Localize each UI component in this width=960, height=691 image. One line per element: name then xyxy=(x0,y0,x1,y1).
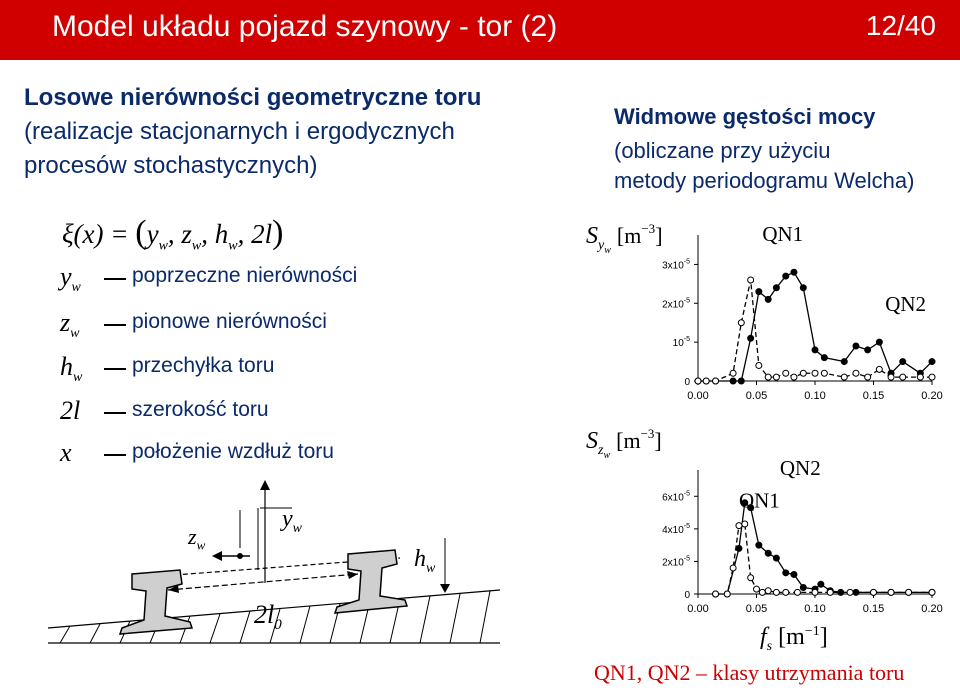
definition-dash xyxy=(104,412,126,414)
series-annotation: QN1 xyxy=(762,222,804,247)
data-point-open xyxy=(865,374,871,380)
x-tick-label: 0.00 xyxy=(687,390,709,402)
data-point-open xyxy=(812,370,818,376)
series-annotation: QN2 xyxy=(885,292,927,317)
formula-rhs: ($y_w$, $z_w$, $h_w$, 2l) xyxy=(135,214,284,254)
data-point-open xyxy=(827,589,833,595)
data-point-filled xyxy=(783,273,789,279)
y-tick-label: $10^{-5}$ xyxy=(672,336,690,350)
data-point-open xyxy=(765,374,771,380)
data-point-open xyxy=(703,378,709,384)
x-tick-label: 0.20 xyxy=(921,603,943,615)
data-point-open xyxy=(759,589,765,595)
left-heading-line2: (realizacje stacjonarnych i ergodycznych xyxy=(24,118,455,145)
data-point-open xyxy=(841,374,847,380)
left-heading: Losowe nierówności geometryczne toru xyxy=(24,84,482,111)
definition-symbol: $h_w$ xyxy=(60,352,83,386)
right-heading-line3: metody periodogramu Welcha) xyxy=(614,168,915,193)
data-point-filled xyxy=(800,584,806,590)
x-axis-label: $f_s$ $[m^{-1}]$ xyxy=(760,624,828,654)
data-point-filled xyxy=(821,355,827,361)
data-point-filled xyxy=(738,378,744,384)
definition-text: szerokość toru xyxy=(132,398,269,421)
definition-row xyxy=(22,308,382,342)
data-point-filled xyxy=(765,550,771,556)
x-tick-label: 0.20 xyxy=(921,390,943,402)
definition-dash xyxy=(104,324,126,326)
definition-row xyxy=(22,262,382,296)
chart-sz xyxy=(580,418,960,623)
data-point-open xyxy=(888,374,894,380)
gauge-label: $2l_0$ xyxy=(254,600,282,634)
data-point-filled xyxy=(756,289,762,295)
left-heading-line3: procesów stochastycznych) xyxy=(24,152,318,179)
data-point-open xyxy=(929,589,935,595)
data-point-open xyxy=(765,588,771,594)
x-tick-label: 0.05 xyxy=(745,603,768,615)
formula xyxy=(62,214,283,254)
definition-text: położenie wzdłuż toru xyxy=(132,440,334,463)
data-point-open xyxy=(773,589,779,595)
definition-dash xyxy=(104,368,126,370)
data-point-open xyxy=(900,374,906,380)
definition-dash xyxy=(104,278,126,280)
data-point-open xyxy=(754,586,760,592)
data-point-filled xyxy=(773,555,779,561)
data-point-open xyxy=(695,378,701,384)
data-point-open xyxy=(876,366,882,372)
y-axis-label: $S_yw[m^{-3}]$ xyxy=(586,221,663,256)
data-point-open xyxy=(794,589,800,595)
rail-diagram xyxy=(40,478,510,691)
definition-row xyxy=(22,438,382,472)
x-tick-label: 0.00 xyxy=(687,603,709,615)
x-tick-label: 0.05 xyxy=(745,390,768,402)
data-point-filled xyxy=(900,359,906,365)
definition-text: poprzeczne nierówności xyxy=(132,264,358,287)
series-line-solid xyxy=(698,272,932,381)
data-point-open xyxy=(756,362,762,368)
left-rail xyxy=(120,570,192,634)
y-tick-label: $3x10^{-5}$ xyxy=(662,258,690,272)
definition-symbol: $z_w$ xyxy=(60,308,80,342)
x-tick-label: 0.15 xyxy=(862,390,885,402)
data-point-filled xyxy=(736,545,742,551)
formula-lhs: ξ(x) = xyxy=(62,219,129,249)
chart-sy xyxy=(580,205,960,410)
data-point-filled xyxy=(818,581,824,587)
definition-row xyxy=(22,396,382,430)
data-point-filled xyxy=(800,285,806,291)
data-point-open xyxy=(871,589,877,595)
data-point-open xyxy=(738,320,744,326)
data-point-open xyxy=(730,370,736,376)
data-point-open xyxy=(713,591,719,597)
data-point-open xyxy=(853,370,859,376)
y-tick-label: 0 xyxy=(684,377,690,388)
series-line-solid xyxy=(716,503,932,594)
data-point-filled xyxy=(812,347,818,353)
x-tick-label: 0.10 xyxy=(804,603,826,615)
data-point-open xyxy=(748,277,754,283)
data-point-filled xyxy=(791,571,797,577)
data-point-filled xyxy=(865,347,871,353)
data-point-open xyxy=(917,374,923,380)
x-tick-label: 0.15 xyxy=(862,603,885,615)
x-tick-label: 0.10 xyxy=(804,390,826,402)
yw-label: $y_w$ xyxy=(282,506,302,536)
data-point-filled xyxy=(841,359,847,365)
title-bar xyxy=(0,0,960,60)
right-rail xyxy=(335,550,407,613)
data-point-filled xyxy=(929,359,935,365)
data-point-open xyxy=(724,591,730,597)
zw-label: $z_w$ xyxy=(188,524,206,553)
y-tick-label: 0 xyxy=(684,590,690,601)
data-point-filled xyxy=(876,339,882,345)
definition-dash xyxy=(104,454,126,456)
y-tick-label: $4x10^{-5}$ xyxy=(662,522,690,536)
data-point-open xyxy=(773,374,779,380)
data-point-filled xyxy=(773,285,779,291)
data-point-filled xyxy=(730,378,736,384)
data-point-open xyxy=(812,589,818,595)
data-point-open xyxy=(791,374,797,380)
data-point-open xyxy=(906,589,912,595)
data-point-open xyxy=(736,523,742,529)
data-point-filled xyxy=(765,296,771,302)
data-point-filled xyxy=(853,343,859,349)
data-point-open xyxy=(800,370,806,376)
data-point-filled xyxy=(783,570,789,576)
slide-title: Model układu pojazd szynowy - tor (2) xyxy=(52,10,558,43)
data-point-filled xyxy=(748,335,754,341)
definition-symbol: x xyxy=(60,438,72,467)
definition-symbol: 2l xyxy=(60,396,81,425)
data-point-filled xyxy=(756,542,762,548)
data-point-open xyxy=(742,521,748,527)
data-point-open xyxy=(730,565,736,571)
data-point-filled xyxy=(791,269,797,275)
y-tick-label: $6x10^{-5}$ xyxy=(662,490,690,504)
data-point-open xyxy=(888,589,894,595)
definition-text: przechyłka toru xyxy=(132,354,275,377)
series-annotation: QN2 xyxy=(779,456,821,481)
data-point-open xyxy=(821,370,827,376)
y-tick-label: $2x10^{-5}$ xyxy=(662,297,690,311)
data-point-open xyxy=(783,370,789,376)
series-annotation: QN1 xyxy=(738,488,780,513)
y-axis-label: $S_zw[m^{-3}]$ xyxy=(586,426,662,461)
data-point-open xyxy=(713,378,719,384)
y-tick-label: $2x10^{-5}$ xyxy=(662,555,690,569)
right-heading-line2: (obliczane przy użyciu xyxy=(614,138,831,163)
definition-row xyxy=(22,352,382,386)
slide-number: 12/40 xyxy=(865,10,936,41)
definition-symbol: $y_w$ xyxy=(60,262,81,296)
data-point-open xyxy=(929,374,935,380)
footer-note: QN1, QN2 – klasy utrzymania toru xyxy=(594,660,905,685)
gauge-arrow xyxy=(168,574,358,590)
hw-label: $h_w$ xyxy=(414,546,436,576)
definition-text: pionowe nierówności xyxy=(132,310,327,333)
data-point-open xyxy=(847,589,853,595)
right-heading: Widmowe gęstości mocy xyxy=(614,104,876,129)
data-point-open xyxy=(748,575,754,581)
data-point-open xyxy=(783,589,789,595)
